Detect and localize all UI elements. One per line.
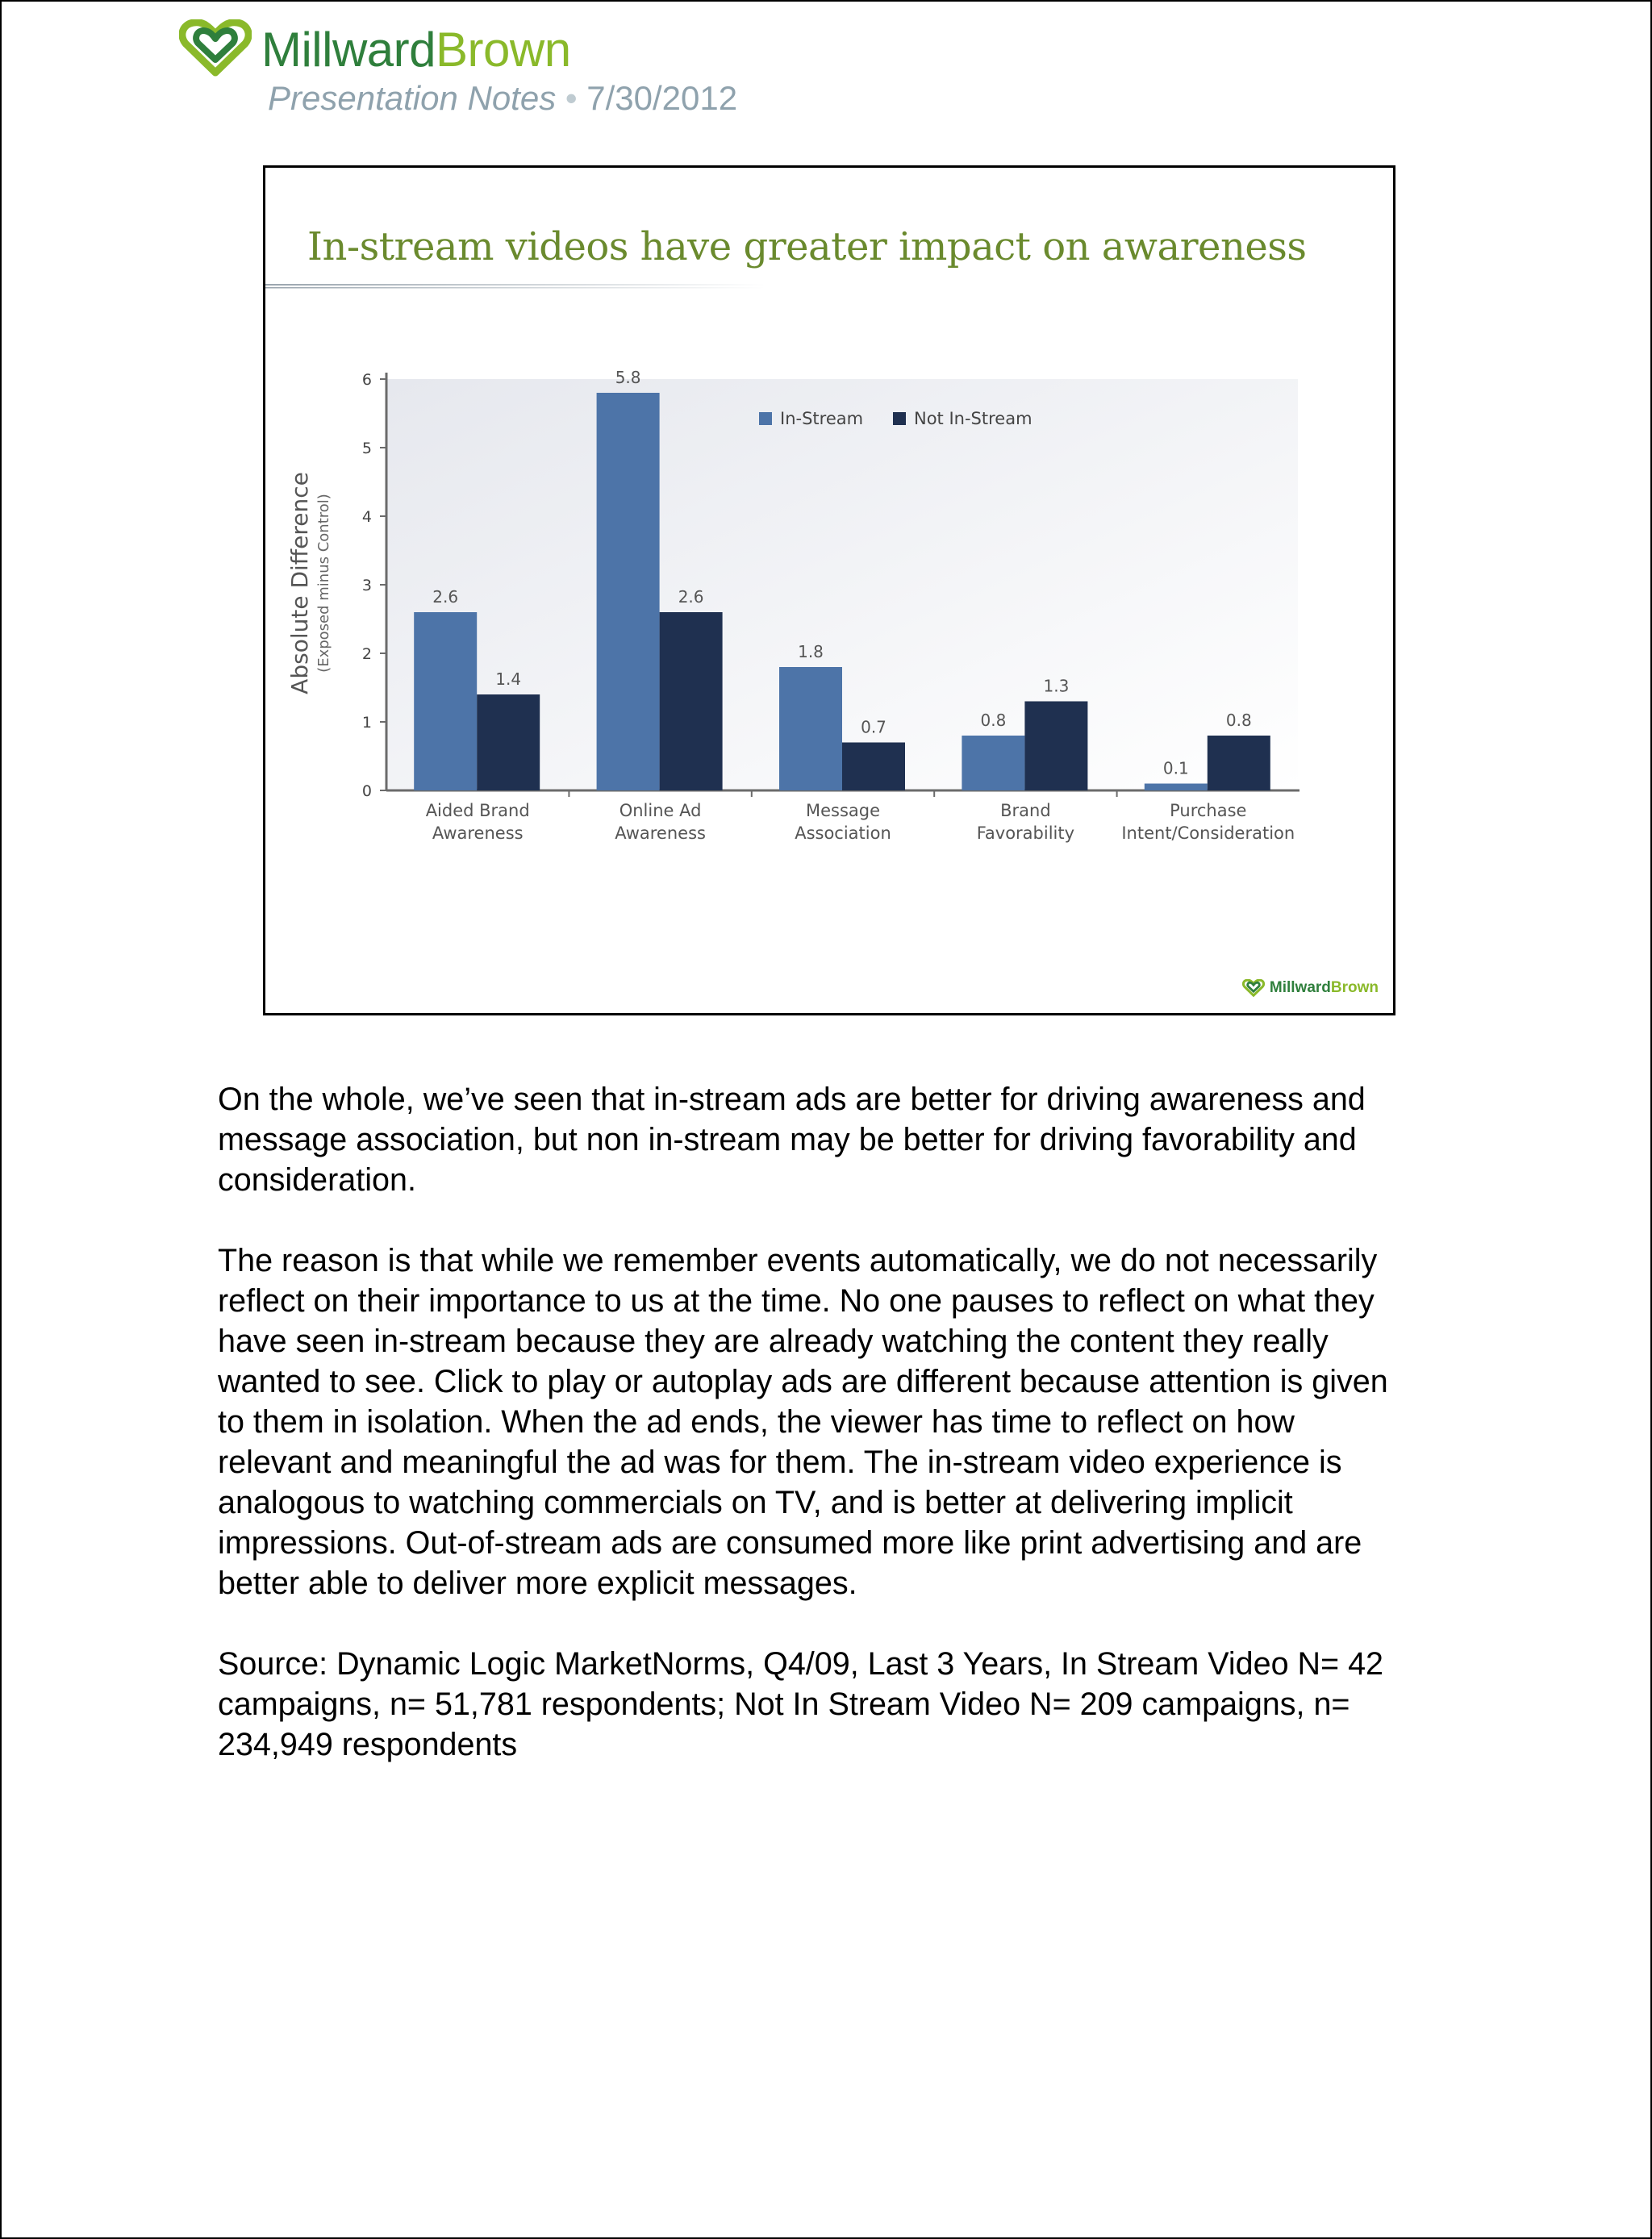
x-category-label: Purchase [1170, 801, 1247, 820]
slide-image [263, 165, 1395, 1015]
bar-value-label: 1.8 [798, 642, 824, 661]
bar-in-stream [779, 667, 842, 790]
brand-name [261, 18, 571, 82]
y-tick-label: 6 [361, 371, 372, 389]
x-category-label: Message [805, 801, 881, 820]
brand-name-part1: Millward [261, 23, 436, 77]
bar-value-label: 1.3 [1043, 676, 1070, 696]
x-category-label: Awareness [615, 823, 706, 843]
y-tick-label: 1 [361, 714, 372, 732]
document-subtitle [268, 79, 737, 118]
bar-value-label: 0.8 [980, 711, 1007, 730]
notes-source: Source: Dynamic Logic MarketNorms, Q4/09, Last 3 Years, In Stream Video N= 42 campaigns, n= 51,781 respondents; Not In Stream Video N= 209 campaigns, n= 234,949 respondents [218, 1646, 1384, 1762]
bar-value-label: 0.1 [1162, 758, 1189, 778]
millward-brown-logo-icon [179, 19, 252, 77]
x-category-label: Awareness [432, 823, 524, 843]
bar-value-label: 1.4 [495, 669, 522, 689]
x-category-label: Online Ad [619, 801, 702, 820]
legend-swatch [893, 412, 906, 425]
bar-in-stream [597, 393, 660, 790]
bar-chart [265, 168, 1393, 1013]
footer-brand-part1: Millward [1269, 979, 1331, 996]
subtitle-label: Presentation Notes [268, 79, 557, 117]
slide-title: In-stream videos have greater impact on awareness [307, 224, 1307, 269]
y-axis-title: Absolute Difference [286, 472, 313, 694]
slide-footer-logo [1242, 979, 1379, 997]
x-category-label: Intent/Consideration [1121, 823, 1295, 843]
y-tick-label: 0 [361, 782, 372, 800]
bar-in-stream [1145, 784, 1208, 791]
x-category-label: Brand [1000, 801, 1051, 820]
bar-in-stream [414, 612, 477, 790]
x-category-label: Association [795, 823, 891, 843]
bar-not-in-stream [1024, 702, 1087, 791]
notes-paragraph-2: The reason is that while we remember events automatically, we do not necessarily reflect on their importance to us at the time. No one pauses to reflect on what they have seen in-stream because they are already watching the content they really wanted to see. Click to play or autoplay ads are different because attention is given to them in isolation. When the ad ends, the viewer has time to reflect on how relevant and meaningful the ad was for them. The in-stream video experience is analogous to watching commercials on TV, and is better at delivering implicit impressions. Out-of-stream ads are consumed more like print advertising and are better able to deliver more explicit messages. [218, 1243, 1388, 1601]
y-tick-label: 3 [361, 577, 372, 594]
footer-logo-icon [1242, 979, 1265, 997]
bar-not-in-stream [842, 743, 905, 791]
legend-swatch [759, 412, 772, 425]
y-tick-label: 2 [361, 645, 372, 663]
bar-not-in-stream [1208, 736, 1270, 790]
bar-not-in-stream [477, 694, 540, 790]
presentation-notes [218, 1079, 1412, 1805]
bar-in-stream [962, 736, 1024, 790]
brand-name-part2: Brown [436, 23, 571, 77]
bar-value-label: 5.8 [615, 368, 641, 387]
bar-value-label: 2.6 [678, 587, 704, 607]
y-tick-label: 5 [361, 440, 372, 457]
legend-label: Not In-Stream [914, 409, 1032, 428]
y-tick-label: 4 [361, 508, 372, 526]
bar-value-label: 0.8 [1225, 711, 1252, 730]
subtitle-separator: • [556, 79, 587, 117]
bar-value-label: 0.7 [861, 717, 886, 737]
subtitle-date: 7/30/2012 [586, 79, 738, 117]
x-category-label: Favorability [976, 823, 1075, 843]
legend-label: In-Stream [780, 409, 864, 428]
notes-paragraph-1: On the whole, we’ve seen that in-stream ads are better for driving awareness and message association, but non in-stream may be better for driving favorability and consideration. [218, 1082, 1366, 1198]
bar-value-label: 2.6 [432, 587, 459, 607]
x-category-label: Aided Brand [425, 801, 530, 820]
footer-brand-part2: Brown [1330, 979, 1379, 996]
y-axis-subtitle: (Exposed minus Control) [315, 494, 332, 673]
bar-not-in-stream [660, 612, 723, 790]
